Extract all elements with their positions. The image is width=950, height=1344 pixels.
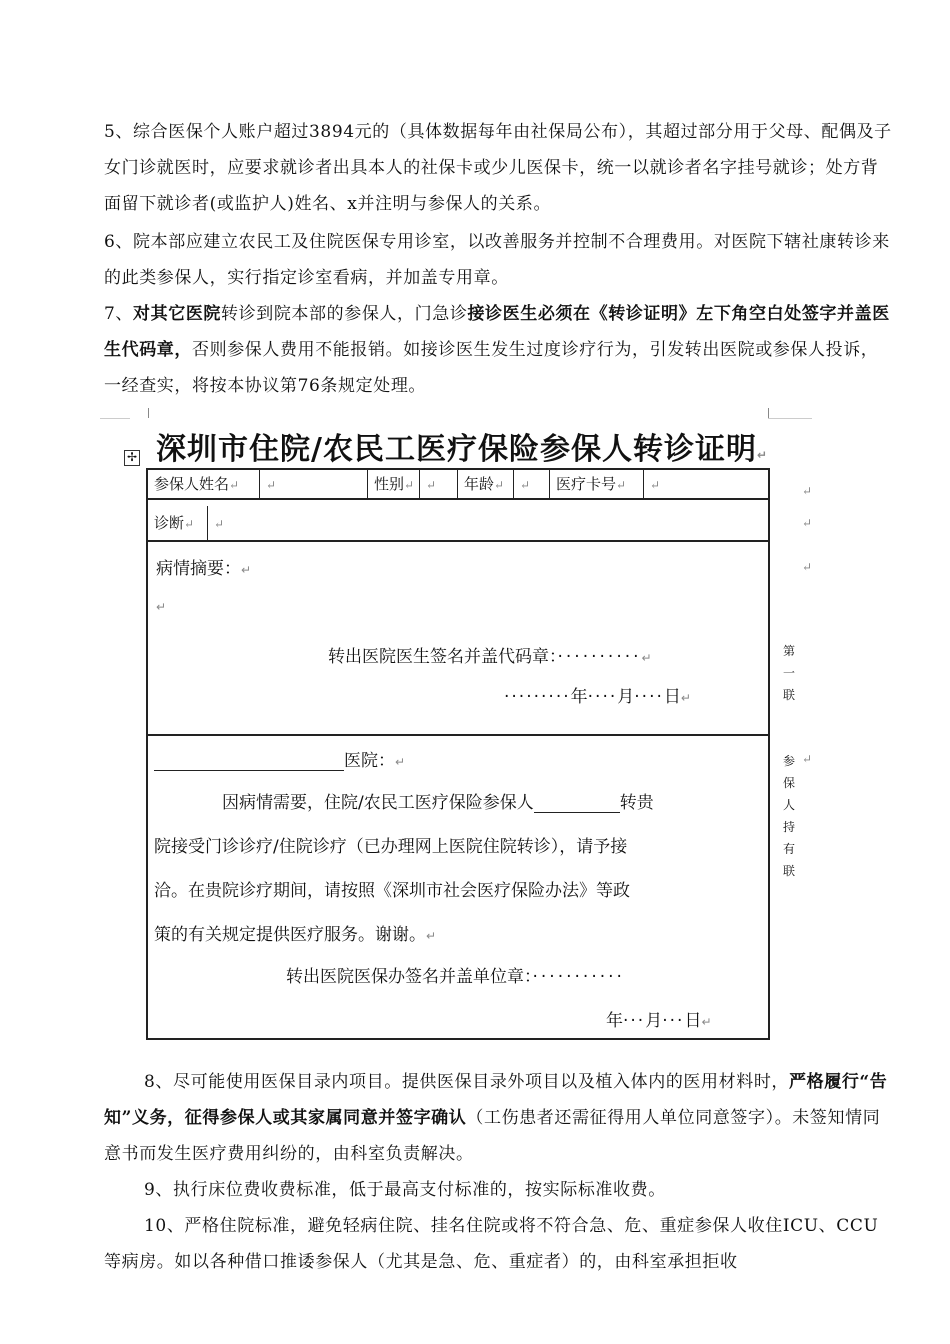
p8-bold: 严格履行“告知”义务，征得参保人或其家属同意并签字确认 <box>104 1072 888 1128</box>
office-signature-line: 转出医院医保办签名并盖单位章：··········· <box>286 967 625 987</box>
table-move-handle-icon[interactable]: ✢ <box>124 450 140 466</box>
crop-mark-top-right <box>768 408 787 418</box>
card-label-cell: 医疗卡号↵ <box>550 470 644 498</box>
name-value-cell[interactable]: ↵ <box>260 470 368 498</box>
paragraph-6: 6、院本部应建立农民工及住院医保专用诊室，以改善服务并控制不合理费用。对医院下辖社康转诊来的此类参保人，实行指定诊室看病，并加盖专用章。 <box>104 232 890 288</box>
referral-body-line-3: 洽。在贵院诊疗期间，请按照《深圳市社会医疗保险办法》等政 <box>154 881 630 901</box>
age-value-cell[interactable]: ↵ <box>514 470 550 498</box>
paragraph-7 <box>104 296 894 404</box>
diagnosis-value-cell[interactable]: ↵ <box>214 517 225 531</box>
crop-line-top-right <box>768 418 812 419</box>
gender-value-cell[interactable]: ↵ <box>420 470 458 498</box>
hospital-line: 医院：↵ <box>154 746 405 771</box>
gender-label-cell: 性别↵ <box>368 470 420 498</box>
form-summary-section <box>146 542 770 736</box>
summary-blank[interactable]: ↵ <box>156 600 167 614</box>
side-mark-4: ↵ <box>802 752 813 766</box>
form-title: 深圳市住院/农民工医疗保险参保人转诊证明↵ <box>156 432 769 467</box>
crop-line-top-left <box>100 418 130 419</box>
diagnosis-label-cell: 诊断↵ <box>148 506 208 540</box>
referral-body-line-1: 因病情需要，住院/农民工医疗保险参保人 转贵 <box>222 793 654 813</box>
office-date-line: 年···月···日↵ <box>606 1011 712 1031</box>
side-mark-2: ↵ <box>802 516 813 530</box>
form-referral-section <box>146 734 770 1040</box>
p7-bold-2: 接诊医生必须在《转诊证明》左下角空白处签字并盖医生代码章， <box>104 304 890 360</box>
form-header-section <box>146 468 770 542</box>
side-mark-3: ↵ <box>802 560 813 574</box>
doctor-date-line: ·········年····月····日↵ <box>504 687 691 707</box>
paragraph-8 <box>104 1064 894 1172</box>
paragraph-9: 9、执行床位费收费标准，低于最高支付标准的，按实际标准收费。 <box>144 1180 666 1200</box>
side-mark-1: ↵ <box>802 484 813 498</box>
card-value-cell[interactable]: ↵ <box>650 478 661 492</box>
hospital-name-blank[interactable] <box>154 752 344 771</box>
crop-mark-top-left <box>132 408 149 418</box>
paragraph-5: 5、综合医保个人账户超过3894元的（具体数据每年由社保局公布），其超过部分用于父母、配偶及子女门诊就医时，应要求就诊者出具本人的社保卡或少儿医保卡，统一以就诊者名字挂号就诊；处方背面留下就诊者(或监护人)姓名、x并注明与参保人的关系。 <box>104 122 892 214</box>
p7-mid: 转诊到院本部的参保人，门急诊 <box>221 304 468 324</box>
p8-lead: 8、尽可能使用医保目录内项目。提供医保目录外项目以及植入体内的医用材料时， <box>144 1072 790 1092</box>
p7-bold-1: 对其它医院 <box>133 304 222 324</box>
p7-lead: 7、 <box>104 304 134 324</box>
referral-body-line-4: 策的有关规定提供医疗服务。谢谢。↵ <box>154 925 437 945</box>
form-info-row <box>148 470 768 500</box>
p8-tail: （工伤患者还需征得用人单位同意签字）。未签知情同意书而发生医疗费用纠纷的，由科室负责解决。 <box>104 1108 881 1164</box>
copy-label-column: 第 一 联 参 保 人 持 有 联 <box>782 644 795 878</box>
name-label-cell: 参保人姓名↵ <box>148 470 260 498</box>
p7-tail: 否则参保人费用不能报销。如接诊医生发生过度诊疗行为，引发转出医院或参保人投诉，一经查实，将按本协议第76条规定处理。 <box>104 340 879 396</box>
referral-body-line-2: 院接受门诊诊疗/住院诊疗（已办理网上医院住院转诊），请予接 <box>154 837 628 857</box>
age-label-cell: 年龄↵ <box>458 470 514 498</box>
paragraph-10: 10、严格住院标准，避免轻病住院、挂名住院或将不符合急、危、重症参保人收住ICU、CCU等病房。如以各种借口推诿参保人（尤其是急、危、重症者）的，由科室承担拒收 <box>104 1216 879 1272</box>
summary-label: 病情摘要：↵ <box>156 559 252 579</box>
doctor-signature-line: 转出医院医生签名并盖代码章：··········↵ <box>328 647 652 667</box>
insured-name-blank[interactable] <box>534 794 620 813</box>
